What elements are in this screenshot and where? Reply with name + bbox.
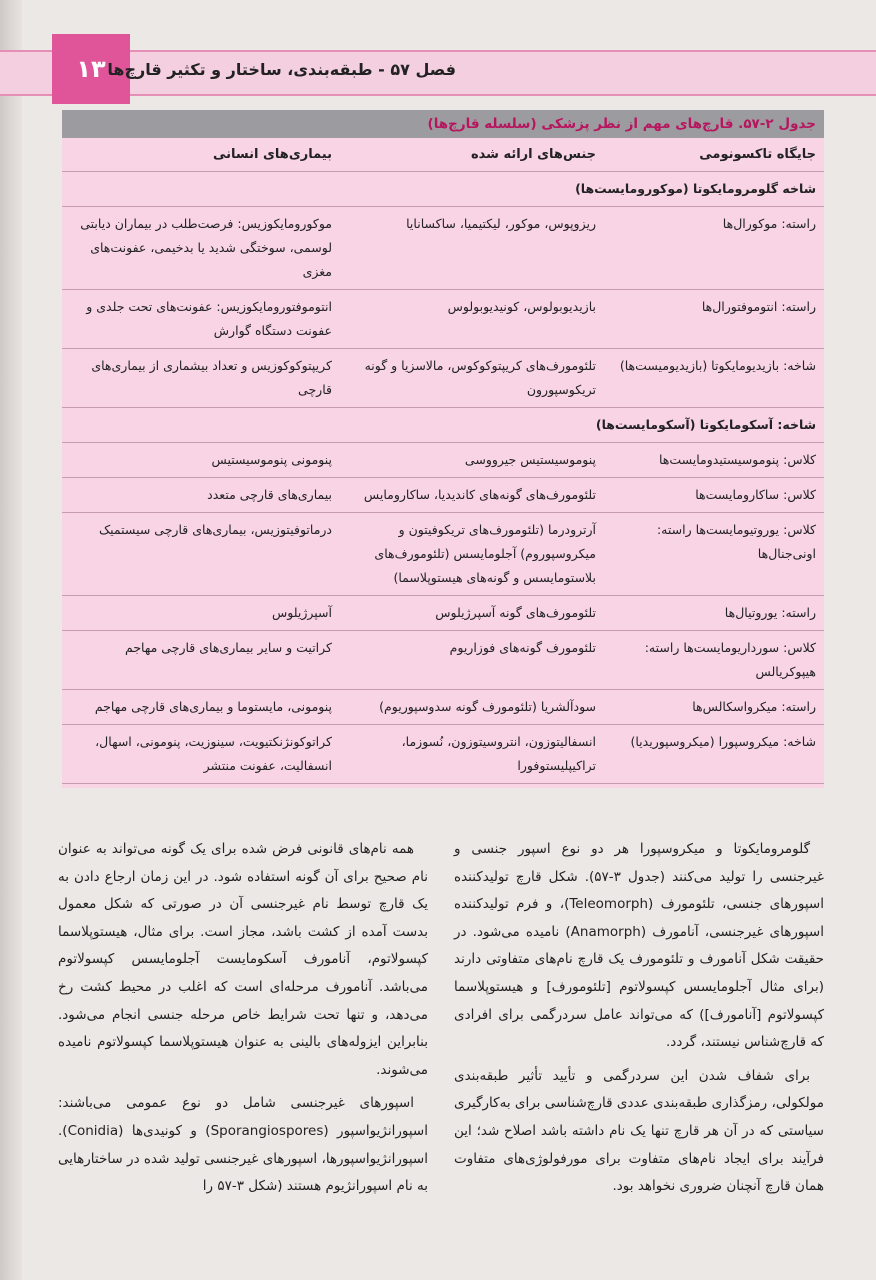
genera-cell: پنوموسیستیس جیرووسی	[464, 452, 596, 467]
paragraph: برای شفاف شدن این سردرگمی و تأیید تأثیر طبقه‌بندی مولکولی، رمزگذاری طبقه‌بندی عددی قارچ‌شناسی برای به‌کارگیری سیاستی که در آن هر قارچ تنها یک نام داشته باشد اصلاح شد؛ این فرآیند برای ایجاد نام‌های متفاوت برای مورفولوژی‌های متفاوت همان قارچ آنچنان ضروری نخواهد بود.	[454, 1067, 824, 1195]
genera-cell: تلئومورف‌های گونه آسپرژیلوس	[435, 605, 596, 620]
taxonomy-cell: کلاس: یوروتیومایست‌ها راسته: اونی‌جنال‌ها	[656, 522, 816, 561]
table-header-row	[62, 138, 824, 172]
taxonomy-cell: کلاس: سورداریومایست‌ها راسته: هیپوکریالس	[644, 640, 816, 679]
table-title: جدول ۲-۵۷. قارچ‌های مهم از نظر پزشکی (سلسله قارچ‌ها)	[62, 110, 824, 138]
phylum-cell: شاخه گلومرومایکوتا (موکورومایست‌ها)	[575, 181, 816, 196]
disease-cell: انتوموفتورومایکوزیس: عفونت‌های تحت جلدی و عفونت دستگاه گوارش	[86, 299, 332, 338]
genera-cell: تلئومورف‌های کریپتوکوکوس، مالاسزیا و گونه تریکوسپورون	[364, 358, 596, 397]
header-disease: بیماری‌های انسانی	[213, 147, 332, 162]
disease-cell: کراتوکونژنکتیویت، سینوزیت، پنومونی، اسهال، انسفالیت، عفونت منتشر	[95, 734, 332, 773]
taxonomy-cell: راسته: یوروتیال‌ها	[724, 605, 816, 620]
header-taxonomy: جایگاه تاکسونومی	[699, 147, 816, 162]
table-row	[62, 478, 824, 513]
chapter-title: فصل ۵۷ - طبقه‌بندی، ساختار و تکثیر قارچ‌ها	[107, 60, 456, 79]
taxonomy-cell: راسته: انتوموفتورال‌ها	[701, 299, 816, 314]
table-row	[62, 596, 824, 631]
genera-cell: ریزوپوس، موکور، لیکتیمیا، ساکسانایا	[406, 216, 596, 231]
body-column-right	[454, 836, 824, 1207]
taxonomy-cell: راسته: موکورال‌ها	[722, 216, 816, 231]
paragraph: گلومرومایکوتا و میکروسپورا هر دو نوع اسپور جنسی و غیرجنسی را تولید می‌کنند (جدول ۳-۵۷). شکل قارچ تولیدکننده اسپورهای جنسی، تلئومورف (Teleomorph)، و فرم تولیدکننده اسپورهای غیرجنسی، آنامورف (Anamorph) نامیده می‌شود. در حقیقت شکل آنامورف و تلئومورف یک قارچ نام‌های متفاوتی دارند (برای مثال آجلومایسس کپسولاتوم [تلئومورف] و هیستوپلاسما کپسولاتوم [آنامورف]) که می‌تواند عامل سردرگمی برای افرادی که قارچ‌شناس نیستند، گردد.	[454, 841, 824, 1051]
table-row	[62, 513, 824, 596]
taxonomy-cell: شاخه: میکروسپورا (میکروسپوریدیا)	[630, 734, 816, 749]
disease-cell: کراتیت و سایر بیماری‌های قارچی مهاجم	[125, 640, 332, 655]
table-body	[62, 172, 824, 784]
taxonomy-cell: کلاس: پنوموسیستیدومایست‌ها	[658, 452, 816, 467]
disease-cell: پنومونی، مایستوما و بیماری‌های قارچی مهاجم	[94, 699, 332, 714]
disease-cell: موکورومایکوزیس: فرصت‌طلب در بیماران دیابتی لوسمی، سوختگی شدید یا بدخیمی، عفونت‌های مغزی	[80, 216, 332, 279]
genera-cell: تلئومورف‌های گونه‌های کاندیدیا، ساکارومایس	[363, 487, 596, 502]
taxonomy-cell: شاخه: بازیدیومایکوتا (بازیدیومیست‌ها)	[619, 358, 816, 373]
table-row	[62, 349, 824, 408]
table-phylum-row	[62, 408, 824, 443]
table-phylum-row	[62, 172, 824, 207]
page-edge	[0, 0, 22, 1280]
table-row	[62, 690, 824, 725]
page-number: ۱۳	[52, 34, 130, 104]
disease-cell: بیماری‌های قارچی متعدد	[207, 487, 332, 502]
table-row	[62, 443, 824, 478]
disease-cell: پنومونی پنوموسیستیس	[211, 452, 332, 467]
table-row	[62, 207, 824, 290]
taxonomy-cell: راسته: میکرواسکالس‌ها	[692, 699, 816, 714]
body-column-left	[58, 836, 428, 1207]
table-row	[62, 631, 824, 690]
genera-cell: سودآلشریا (تلئومورف گونه سدوسپوریوم)	[379, 699, 596, 714]
genera-cell: تلئومورف گونه‌های فوزاریوم	[449, 640, 596, 655]
genera-cell: انسفالیتوزون، انتروسیتوزون، نُسوزما، تراکیپلیستوفورا	[401, 734, 596, 773]
genera-cell: بازیدیوبولوس، کونیدیوبولوس	[447, 299, 596, 314]
genera-cell: آرترودرما (تلئومورف‌های تریکوفیتون و میکروسپوروم) آجلومایسس (تلئومورف‌های بلاستومایسس و گونه‌های هیستوپلاسما)	[374, 522, 596, 585]
taxonomy-cell: کلاس: ساکارومایست‌ها	[695, 487, 816, 502]
phylum-cell: شاخه: آسکومایکوتا (آسکومایست‌ها)	[595, 417, 816, 432]
paragraph: اسپورهای غیرجنسی شامل دو نوع عمومی می‌باشند: اسپورانژیواسپور (Sporangiospores) و کونیدی‌ها (Conidia). اسپورانژیواسپورها، اسپورهای غیرجنسی تولید شده در ساختارهایی به نام اسپورانژیوم هستند (شکل ۳-۵۷ را	[58, 1095, 428, 1195]
header-genera: جنس‌های ارائه شده	[470, 147, 596, 162]
table-row	[62, 725, 824, 784]
disease-cell: درماتوفیتوزیس، بیماری‌های قارچی سیستمیک	[98, 522, 332, 537]
paragraph: همه نام‌های قانونی فرض شده برای یک گونه می‌تواند به عنوان نام صحیح برای آن گونه استفاده شود. در این زمان ارجاع دادن به یک قارچ توسط نام غیرجنسی آن در صورتی که شکل معمول بدست آمده از کشت باشد، مجاز است. برای مثال، هیستوپلاسما کپسولاتوم، آنامورف آسکومایست آجلومایسس کپسولاتوم می‌باشد. آنامورف مرحله‌ای است که اغلب در محیط کشت رخ می‌دهد، و تنها تحت شرایط خاص مرحله جنسی انجام می‌شود. بنابراین ایزوله‌های بالینی به عنوان هیستوپلاسما کپسولاتوم نامیده می‌شوند.	[58, 841, 428, 1078]
table-row	[62, 290, 824, 349]
disease-cell: کریپتوکوکوزیس و تعداد بیشماری از بیماری‌های قارچی	[91, 358, 332, 397]
taxonomy-table	[62, 138, 824, 788]
disease-cell: آسپرژیلوس	[272, 605, 332, 620]
